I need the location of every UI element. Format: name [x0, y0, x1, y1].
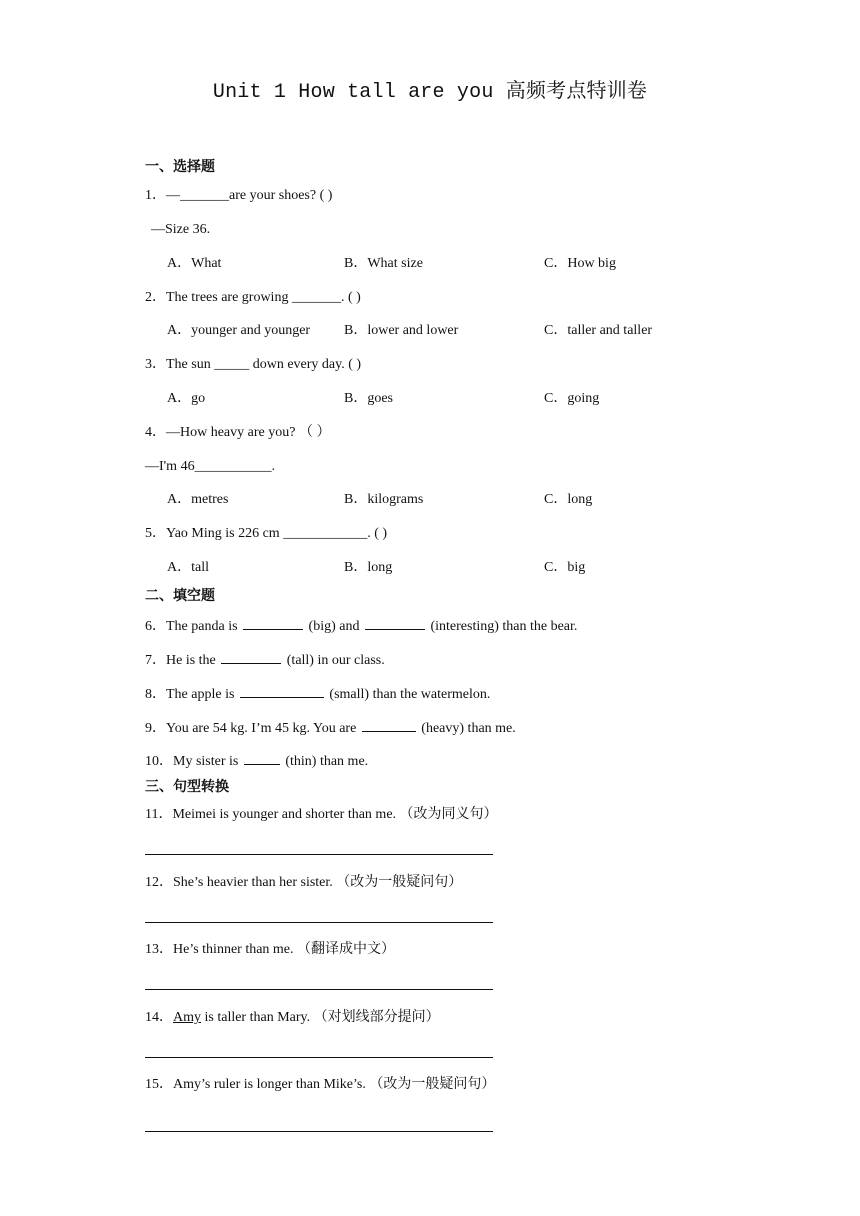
question-8	[145, 683, 490, 704]
question-1-answer-line: —Size 36.	[151, 222, 211, 237]
question-11-answer-line[interactable]	[145, 854, 493, 855]
question-10-blank[interactable]	[244, 750, 280, 765]
question-10-part-2: (thin) than me.	[285, 754, 369, 769]
question-7-blank[interactable]	[221, 649, 281, 664]
question-5-option-c: C．big	[544, 560, 586, 575]
question-6-part-1: 6．The panda is	[145, 619, 238, 634]
question-8-part-2: (small) than the watermelon.	[329, 687, 491, 702]
question-3-stem: 3．The sun _____ down every day. ( )	[145, 357, 362, 372]
question-2-option-c: C．taller and taller	[544, 323, 653, 338]
question-12-answer-line[interactable]	[145, 922, 493, 923]
question-1-stem: 1．—_______are your shoes? ( )	[145, 188, 333, 203]
question-1-option-c: C．How big	[544, 256, 616, 271]
question-14	[145, 1009, 440, 1027]
question-7-part-2: (tall) in our class.	[286, 653, 385, 668]
question-13-answer-line[interactable]	[145, 989, 493, 990]
question-4-option-b: B．kilograms	[344, 492, 424, 507]
page-title: Unit 1 How tall are you 高频考点特训卷	[212, 81, 648, 104]
question-5-option-b: B．long	[344, 560, 393, 575]
question-4-stem: 4．—How heavy are you? （ ）	[145, 425, 331, 440]
question-14-rest: is taller than Mary. （对划线部分提问）	[201, 1010, 440, 1025]
question-6	[145, 615, 577, 636]
question-3-option-a: A．go	[167, 391, 206, 406]
question-1-option-a: A．What	[167, 256, 222, 271]
question-8-blank[interactable]	[240, 683, 324, 698]
question-3-option-b: B．goes	[344, 391, 393, 406]
question-9	[145, 717, 516, 738]
question-2-stem: 2．The trees are growing _______. ( )	[145, 290, 361, 305]
question-10-part-1: 10．My sister is	[145, 754, 239, 769]
question-8-part-1: 8．The apple is	[145, 687, 235, 702]
question-11: 11．Meimei is younger and shorter than me. （改为同义句）	[145, 807, 498, 822]
question-6-part-2: (big) and	[308, 619, 360, 634]
question-14-number: 14．	[145, 1010, 173, 1025]
question-13: 13．He’s thinner than me. （翻译成中文）	[145, 942, 396, 957]
question-9-part-2: (heavy) than me.	[421, 721, 516, 736]
question-7-part-1: 7．He is the	[145, 653, 216, 668]
section-heading-fill-blank: 二、填空题	[145, 588, 215, 604]
question-10	[145, 750, 368, 771]
question-2-option-b: B．lower and lower	[344, 323, 459, 338]
section-heading-sentence-transform: 三、句型转换	[145, 779, 229, 795]
question-5-option-a: A．tall	[167, 560, 209, 575]
question-6-blank-1[interactable]	[243, 615, 303, 630]
question-6-part-3: (interesting) than the bear.	[430, 619, 578, 634]
question-6-blank-2[interactable]	[365, 615, 425, 630]
question-1-option-b: B．What size	[344, 256, 423, 271]
question-3-option-c: C．going	[544, 391, 600, 406]
question-9-part-1: 9．You are 54 kg. I’m 45 kg. You are	[145, 721, 357, 736]
question-4-answer-line: —I'm 46___________.	[145, 459, 276, 474]
question-12: 12．She’s heavier than her sister. （改为一般疑问句）	[145, 875, 463, 890]
section-heading-choice: 一、选择题	[145, 159, 215, 175]
question-14-underlined-word: Amy	[173, 1010, 201, 1025]
question-15: 15．Amy’s ruler is longer than Mike’s. （改为一般疑问句）	[145, 1077, 496, 1092]
question-4-option-c: C．long	[544, 492, 593, 507]
question-14-answer-line[interactable]	[145, 1057, 493, 1058]
question-2-option-a: A．younger and younger	[167, 323, 311, 338]
question-7	[145, 649, 385, 670]
question-9-blank[interactable]	[362, 717, 416, 732]
question-5-stem: 5．Yao Ming is 226 cm ____________. ( )	[145, 526, 388, 541]
question-4-option-a: A．metres	[167, 492, 229, 507]
question-15-answer-line[interactable]	[145, 1131, 493, 1132]
